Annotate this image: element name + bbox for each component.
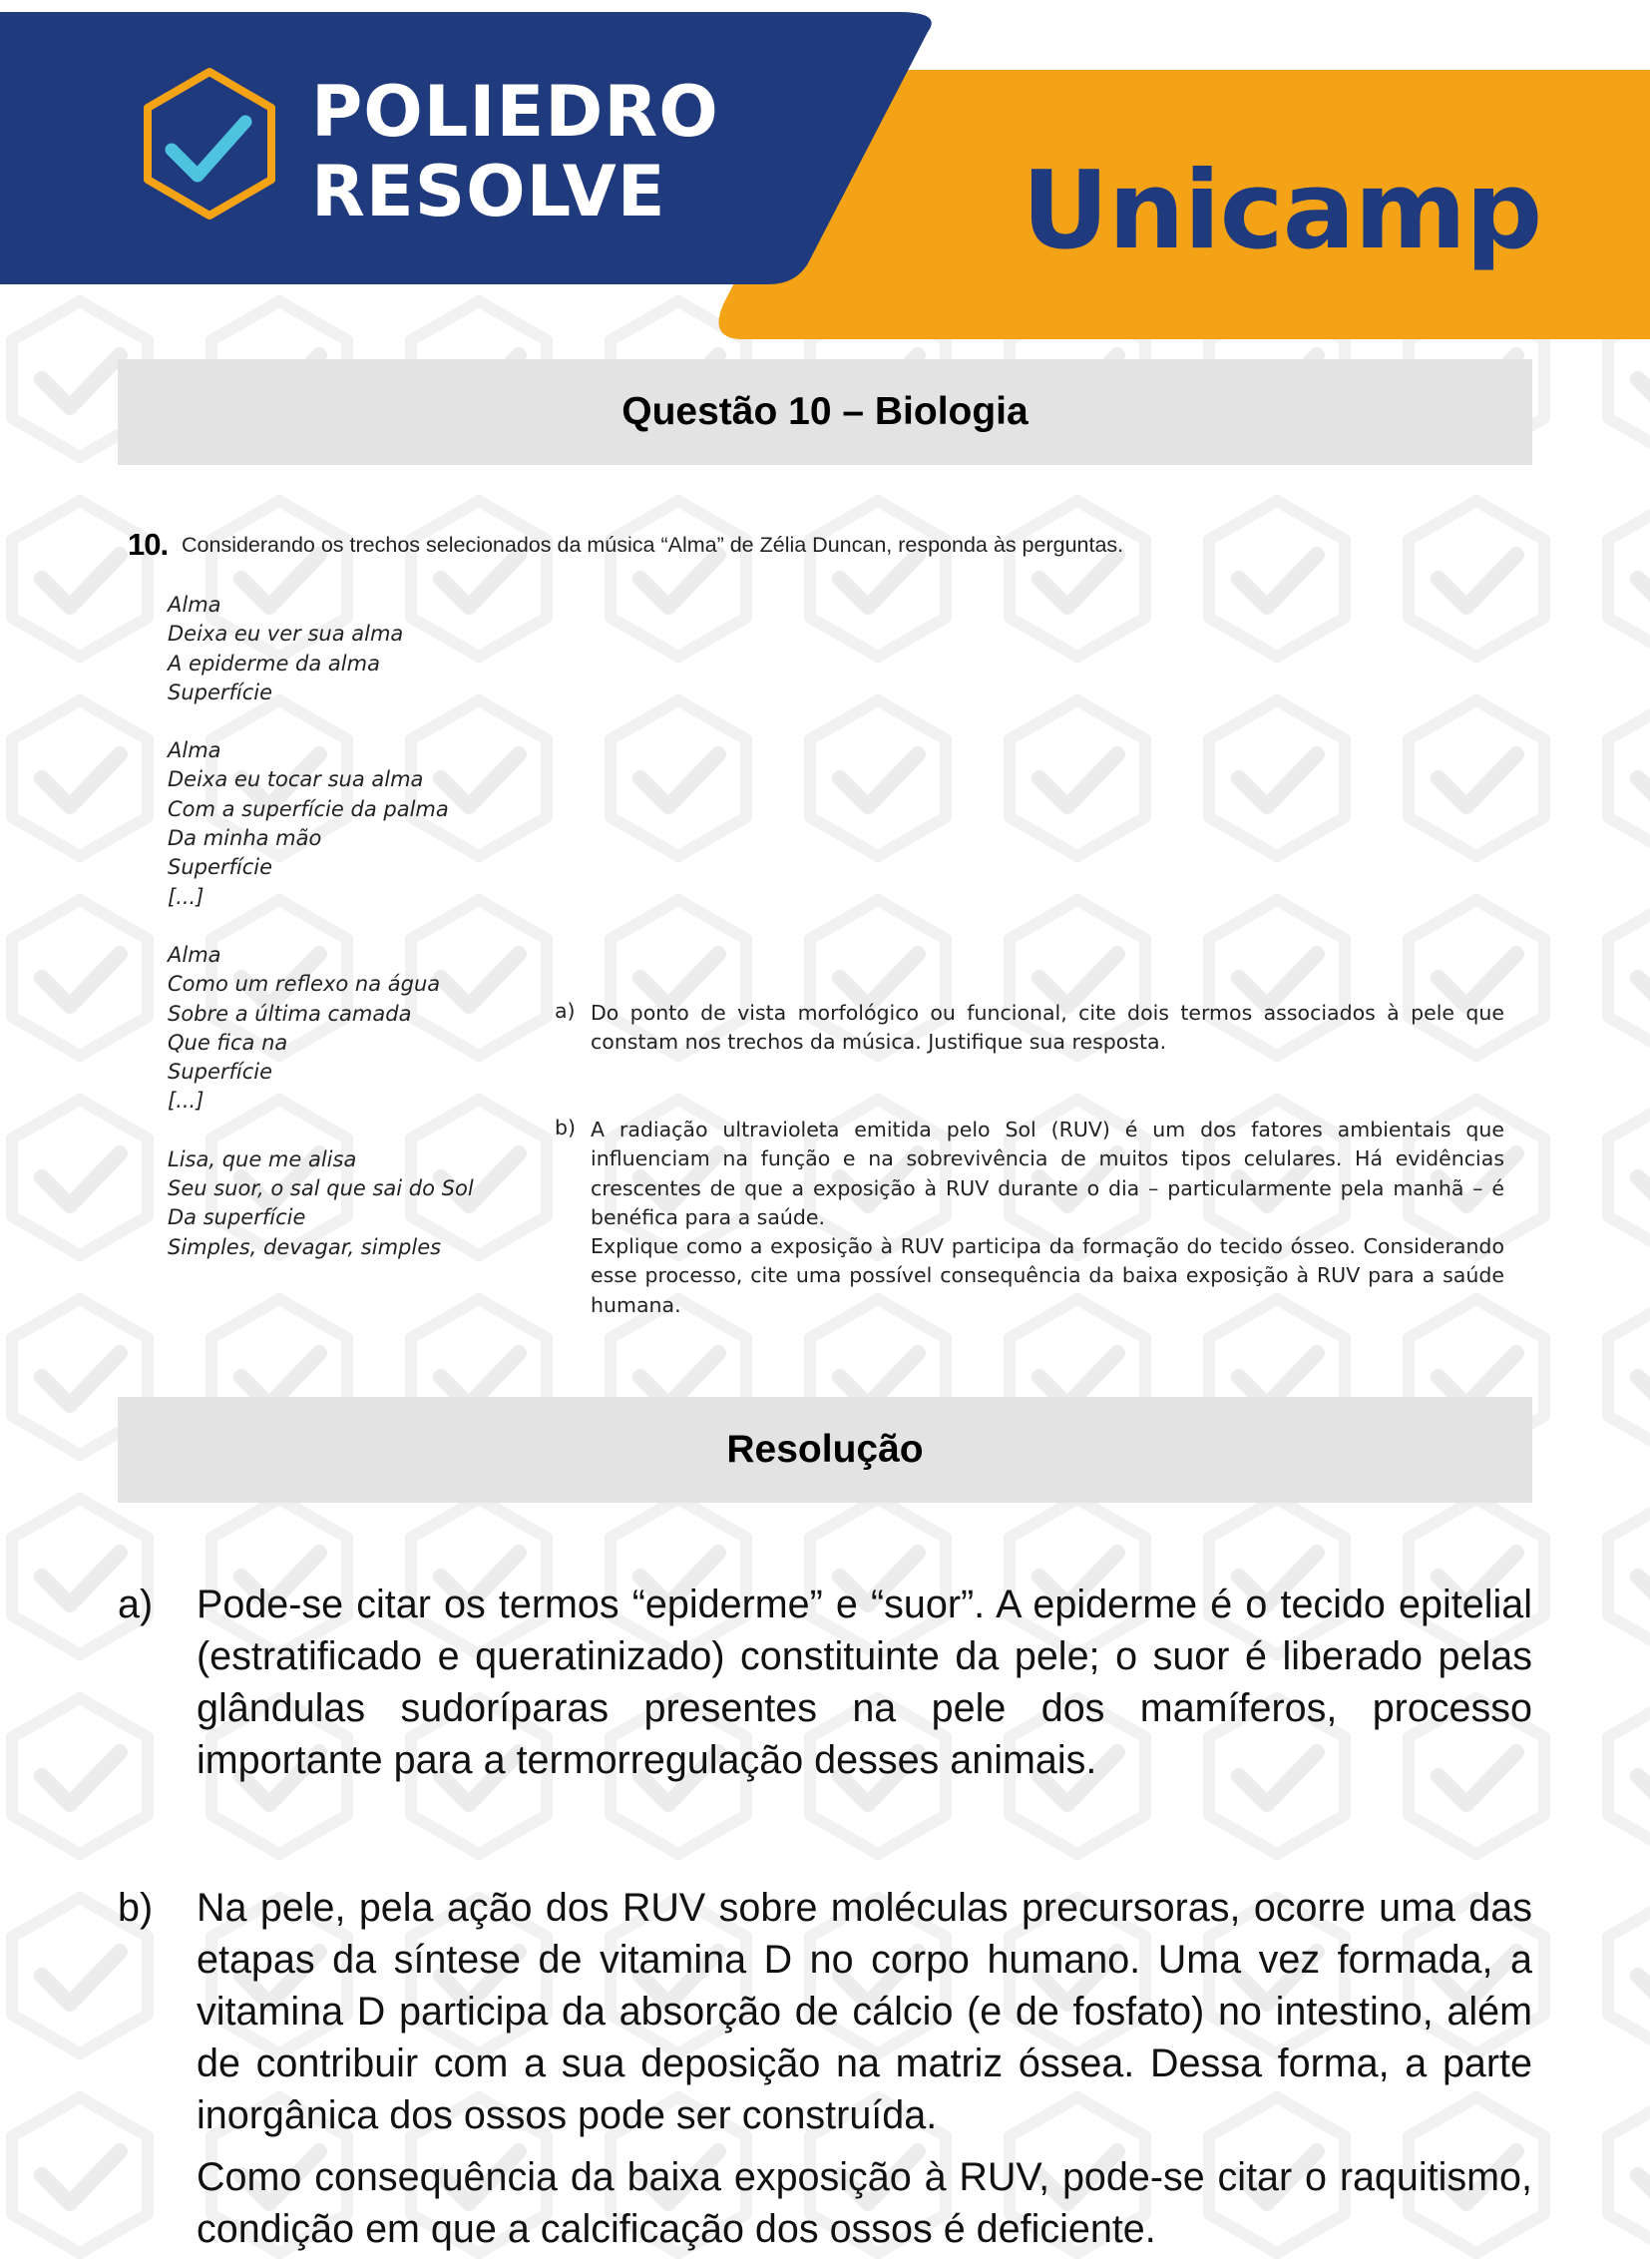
question-item-b: [555, 1116, 1504, 1320]
stanza: [168, 591, 474, 707]
poem-line: Deixa eu tocar sua alma: [168, 767, 424, 792]
answer-a: [118, 1579, 1532, 1796]
brand-line-2: RESOLVE: [311, 151, 666, 232]
poem-line: Superfície: [168, 855, 273, 880]
poem-line: Com a superfície da palma: [168, 796, 449, 821]
song-excerpt: [168, 591, 474, 1291]
poem-line: Deixa eu ver sua alma: [168, 622, 404, 647]
brand-line-1: POLIEDRO: [311, 71, 719, 153]
poem-line: Da superfície: [168, 1205, 306, 1230]
poem-line: Seu suor, o sal que sai do Sol: [168, 1176, 474, 1201]
question-header-bar: Questão 10 – Biologia: [118, 359, 1532, 465]
poem-line: Lisa, que me alisa: [168, 1146, 357, 1171]
poem-line: Alma: [168, 738, 221, 763]
item-label: b): [555, 1116, 577, 1139]
exam-name: Unicamp: [1022, 149, 1542, 273]
resolution-header-bar: Resolução: [118, 1397, 1532, 1503]
stanza: [168, 736, 474, 912]
poem-line: Sobre a última camada: [168, 1001, 412, 1026]
poem-line: [...]: [168, 1089, 205, 1114]
question-intro: Considerando os trechos selecionados da música “Alma” de Zélia Duncan, responda às perguntas.: [182, 533, 1124, 557]
stanza: [168, 1145, 474, 1262]
poem-line: Da minha mão: [168, 826, 322, 851]
poem-line: Superfície: [168, 1060, 273, 1085]
poem-line: Alma: [168, 593, 221, 617]
poem-line: [...]: [168, 884, 205, 909]
stanza: [168, 941, 474, 1117]
item-label: a): [555, 999, 576, 1023]
answer-b: [118, 1882, 1532, 2265]
item-text: A radiação ultravioleta emitida pelo Sol (RUV) é um dos fatores ambientais que influenciam na função e na sobrevivência de muitos tipos celulares. Há evidências crescentes de que a exposição à RUV durante o dia – particularmente pela manhã – é benéfica para a saúde.: [591, 1118, 1504, 1229]
brand-logo-text: [311, 72, 719, 231]
poem-line: Superfície: [168, 680, 273, 704]
poem-line: Como um reflexo na água: [168, 972, 441, 997]
poem-line: Que fica na: [168, 1030, 288, 1055]
answer-label: b): [118, 1886, 154, 1930]
answer-text: Na pele, pela ação dos RUV sobre moléculas precursoras, ocorre uma das etapas da síntese de vitamina D no corpo humano. Uma vez formada, a vitamina D participa da absorção de cálcio (e de fosfato) no intestino, além de contribuir com a sua deposição na matriz óssea. Dessa forma, a parte inorgânica dos ossos pode ser construída.: [197, 1886, 1532, 2137]
poem-line: Simples, devagar, simples: [168, 1234, 442, 1259]
poem-line: A epiderme da alma: [168, 651, 380, 676]
question-item-a: [555, 999, 1504, 1058]
answer-text: Pode-se citar os termos “epiderme” e “suor”. A epiderme é o tecido epitelial (estratificado e queratinizado) constituinte da pele; o suor é liberado pelas glândulas sudoríparas presentes na pele dos mamíferos, processo importante para a termorregulação desses animais.: [197, 1583, 1532, 1782]
item-text: Do ponto de vista morfológico ou funcional, cite dois termos associados à pele que constam nos trechos da música. Justifique sua resposta.: [591, 1001, 1504, 1055]
answer-text: Como consequência da baixa exposição à RUV, pode-se citar o raquitismo, condição em que a calcificação dos ossos é deficiente.: [197, 2155, 1532, 2251]
answer-label: a): [118, 1583, 154, 1626]
poem-line: Alma: [168, 942, 221, 967]
question-number: 10.: [128, 527, 169, 562]
item-text: Explique como a exposição à RUV participa da formação do tecido ósseo. Considerando esse processo, cite uma possível consequência da baixa exposição à RUV para a saúde humana.: [591, 1234, 1504, 1317]
